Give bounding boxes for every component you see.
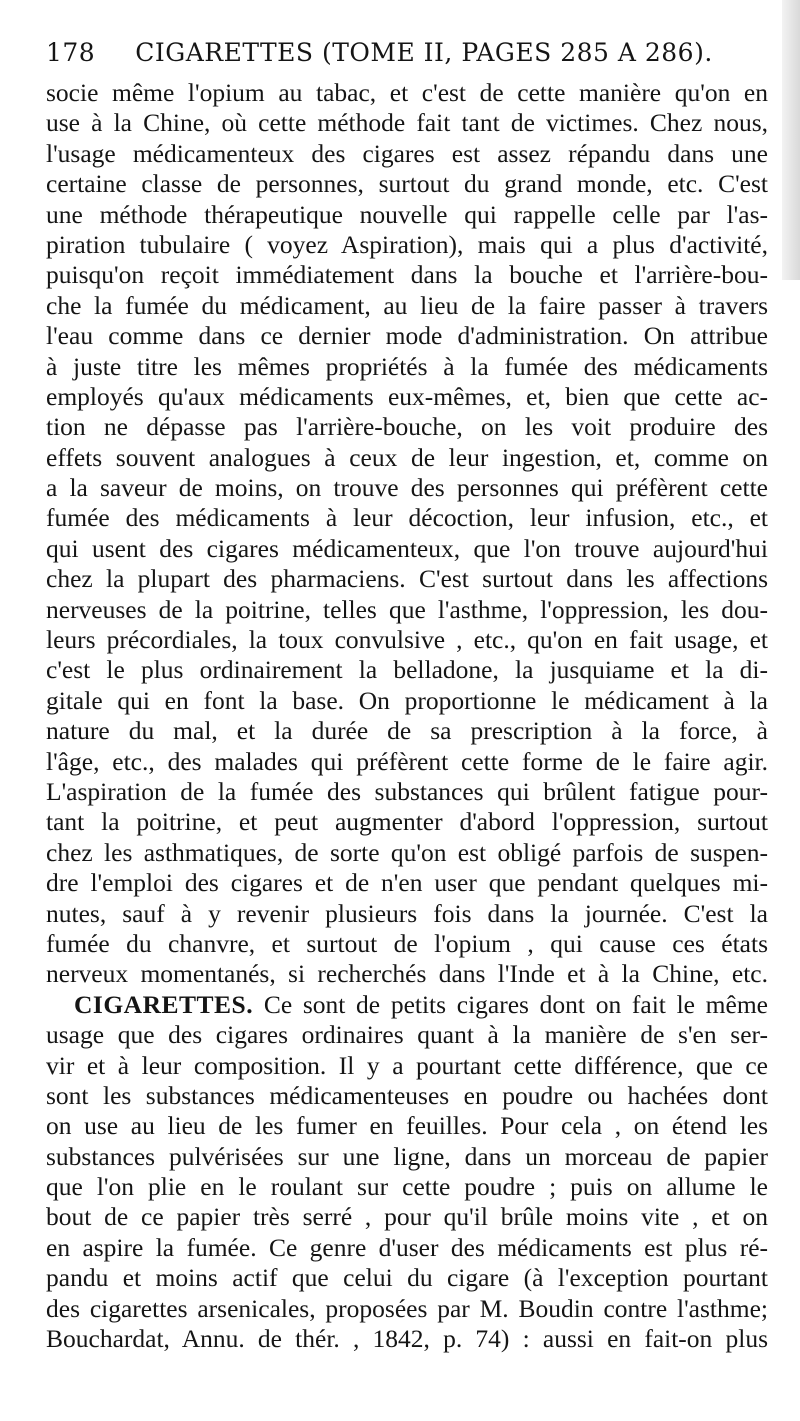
paragraph-cigarettes xyxy=(46,1020,768,1354)
text-line: tion ne dépasse pas l'arrière-bouche, on les voit produire des xyxy=(46,412,768,442)
text-line: Bouchardat, Annu. de thér. , 1842, p. 74) : aussi en fait-on plus xyxy=(46,1324,768,1354)
text-line: en aspire la fumée. Ce genre d'user des médicaments est plus ré- xyxy=(46,1232,768,1262)
text-line: gitale qui en font la base. On proportionne le médicament à la xyxy=(46,685,768,715)
text-line: que l'on plie en le roulant sur cette poudre ; puis on allume le xyxy=(46,1172,768,1202)
text-line: use à la Chine, où cette méthode fait tant de victimes. Chez nous, xyxy=(46,108,768,138)
page-number: 178 xyxy=(46,38,96,67)
text-line: pandu et moins actif que celui du cigare (à l'exception pourtant xyxy=(46,1263,768,1293)
text-line: des cigarettes arsenicales, proposées par M. Boudin contre l'asthme; xyxy=(46,1293,768,1323)
text-line: c'est le plus ordinairement la belladone, la jusquiame et la di- xyxy=(46,655,768,685)
running-title: CIGARETTES (TOME II, PAGES 285 A 286). xyxy=(135,38,713,67)
text-line: bout de ce papier très serré , pour qu'il brûle moins vite , et on xyxy=(46,1202,768,1232)
text-line: fumée du chanvre, et surtout de l'opium , qui cause ces états xyxy=(46,928,768,958)
text-line: leurs précordiales, la toux convulsive , etc., qu'on en fait usage, et xyxy=(46,625,768,655)
text-line: sont les substances médicamenteuses en poudre ou hachées dont xyxy=(46,1080,768,1110)
text-line: fumée des médicaments à leur décoction, leur infusion, etc., et xyxy=(46,503,768,533)
text-line: vir et à leur composition. Il y a pourtant cette différence, que ce xyxy=(46,1050,768,1080)
text-line: l'eau comme dans ce dernier mode d'administration. On attribue xyxy=(46,321,768,351)
body-text xyxy=(46,78,768,1354)
text-line: che la fumée du médicament, au lieu de la faire passer à travers xyxy=(46,290,768,320)
text-line: à juste titre les mêmes propriétés à la fumée des médicaments xyxy=(46,351,768,381)
page-edge-shadow xyxy=(782,0,800,280)
text-line: qui usent des cigares médicamenteux, que l'on trouve aujourd'hui xyxy=(46,533,768,563)
text-line: l'âge, etc., des malades qui préfèrent cette forme de le faire agir. xyxy=(46,746,768,776)
text-line: socie même l'opium au tabac, et c'est de cette manière qu'on en xyxy=(46,78,768,107)
text-line: l'usage médicamenteux des cigares est assez répandu dans une xyxy=(46,138,768,168)
text-line: chez les asthmatiques, de sorte qu'on est obligé parfois de suspen- xyxy=(46,837,768,867)
text-line: puisqu'on reçoit immédiatement dans la bouche et l'arrière-bou- xyxy=(46,260,768,290)
text-line: usage que des cigares ordinaires quant à la manière de s'en ser- xyxy=(46,1020,768,1050)
entry-cigarettes-first-line xyxy=(46,990,768,1020)
text-line: piration tubulaire ( voyez Aspiration), mais qui a plus d'activité, xyxy=(46,229,768,259)
text-line: on use au lieu de les fumer en feuilles. Pour cela , on étend les xyxy=(46,1111,768,1141)
text-line: employés qu'aux médicaments eux-mêmes, et, bien que cette ac- xyxy=(46,381,768,411)
text-line: nerveux momentanés, si recherchés dans l'Inde et à la Chine, etc. xyxy=(46,959,768,989)
text-line: a la saveur de moins, on trouve des personnes qui préfèrent cette xyxy=(46,473,768,503)
text-line: tant la poitrine, et peut augmenter d'abord l'oppression, surtout xyxy=(46,807,768,837)
text-line: chez la plupart des pharmaciens. C'est surtout dans les affections xyxy=(46,564,768,594)
text-line: nutes, sauf à y revenir plusieurs fois dans la journée. C'est la xyxy=(46,898,768,928)
entry-headword: CIGARETTES. xyxy=(74,989,254,1019)
text-line: L'aspiration de la fumée des substances qui brûlent fatigue pour- xyxy=(46,776,768,806)
text-line: dre l'emploi des cigares et de n'en user que pendant quelques mi- xyxy=(46,868,768,898)
text-line: substances pulvérisées sur une ligne, dans un morceau de papier xyxy=(46,1141,768,1171)
page-header xyxy=(46,38,768,78)
paragraph-opium-cigares xyxy=(46,78,768,990)
text-line: nature du mal, et la durée de sa prescription à la force, à xyxy=(46,716,768,746)
text-line: certaine classe de personnes, surtout du grand monde, etc. C'est xyxy=(46,169,768,199)
text-line: nerveuses de la poitrine, telles que l'asthme, l'oppression, les dou- xyxy=(46,594,768,624)
entry-first-line-text: Ce sont de petits cigares dont on fait le même xyxy=(263,989,768,1019)
text-line: effets souvent analogues à ceux de leur ingestion, et, comme on xyxy=(46,442,768,472)
text-line: une méthode thérapeutique nouvelle qui rappelle celle par l'as- xyxy=(46,199,768,229)
